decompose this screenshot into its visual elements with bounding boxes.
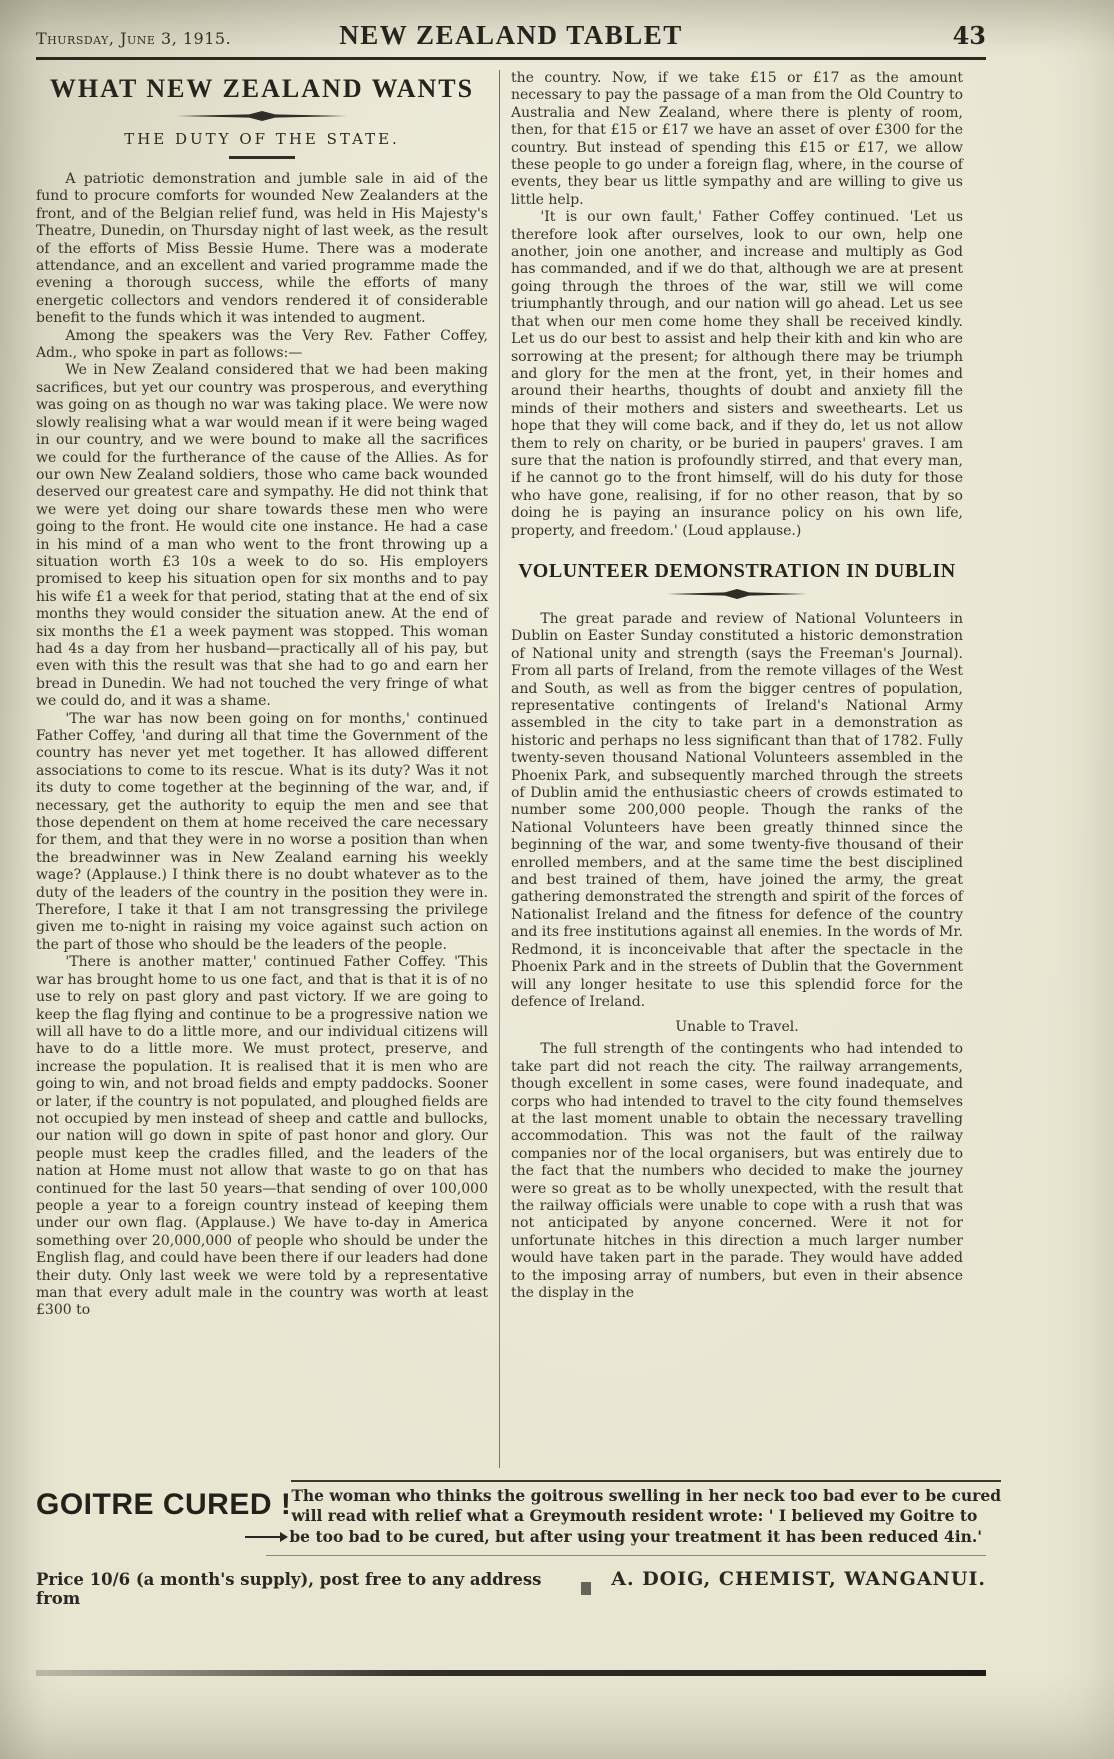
article2-heading bbox=[511, 560, 963, 599]
advert-line: be too bad to be cured, but after using your treatment it has been reduced 4in.' bbox=[289, 1526, 982, 1546]
left-column bbox=[36, 70, 488, 1468]
masthead-title: NEW ZEALAND TABLET bbox=[339, 20, 683, 50]
article1-paragraph: We in New Zealand considered that we had been making sacrifices, but yet our country was prosperous, and everything was going on as though no war was taking place. We were now slowly realising what a war would mean if it were being waged in our country, and we were bound to make all the sacrifices we could for the furtherance of the cause of the Allies. As for our own New Zealand soldiers, those who came back wounded deserved our greatest care and sympathy. He did not think that we were yet doing our share towards these men who were going to the front. He would cite one instance. He had a case in his mind of a man who went to the front throwing up a situation worth £3 10s a week to do so. His employers promised to keep his situation open for six months and to pay his wife £1 a week for that period, stating that at the end of six months they would consider the situation anew. At the end of six months the £1 a week payment was stopped. This woman had 4s a day from her husband—practically all of his pay, but even with this the result was that she had to go and earn her bread in Dunedin. We had not touched the very fringe of what we could do, and it was a shame. bbox=[36, 362, 488, 710]
advert-line: The woman who thinks the goitrous swelling in her neck too bad ever to be cured bbox=[291, 1486, 1002, 1505]
printer-mark bbox=[581, 1582, 591, 1595]
article2-title: VOLUNTEER DEMONSTRATION IN DUBLIN bbox=[518, 559, 956, 582]
article1-continuation-paragraph: 'It is our own fault,' Father Coffey continued. 'Let us therefore look after ourselves, look to our own, help one another, join one another, and increase and multiply as God has commanded, and if we do that, although we are at present going through the throes of the war, still we will come triumphantly through, and our nation will go ahead. Let us see that when our men come home they shall be received kindly. Let us do our best to assist and help their kith and kin who are sorrowing at the present; for although there may be triumph and glory for the men at the front, yet, in their homes and around their hearths, thoughts of doubt and anxiety fill the minds of their mothers and sisters and sweethearts. Let us hope that they will come back, and if they do, let us not allow them to rely on charity, or be buried in paupers' graves. I am sure that the nation is profoundly stirred, and that every man, if he cannot go to the front himself, will do his duty for those who have gone, realising, if for no other reason, that by so doing he is paying an insurance policy on his own life, property, and freedom.' (Loud applause.) bbox=[511, 209, 963, 539]
advert-copy bbox=[291, 1480, 1001, 1547]
advert-price: Price 10/6 (a month's supply), post free to any address from bbox=[36, 1570, 542, 1609]
page-columns bbox=[36, 70, 986, 1468]
issue-date: Thursday, June 3, 1915. bbox=[36, 29, 232, 48]
article2-crosshead: Unable to Travel. bbox=[675, 1019, 799, 1036]
advert-line: will read with relief what a Greymouth resident wrote: ' I believed my Goitre to bbox=[291, 1506, 978, 1526]
subtitle-rule bbox=[229, 156, 295, 159]
column-divider bbox=[499, 70, 500, 1468]
page-header bbox=[36, 20, 986, 60]
advert-divider-rule bbox=[266, 1555, 986, 1556]
article1-paragraph: 'There is another matter,' continued Father Coffey. 'This war has brought home to us one fact, and that is that it is of no use to rely on past glory and past victory. If we are going to keep the flag flying and continue to be a progressive nation we will all have to do a little more, and our individual citizens will have to do a little more. We must protect, preserve, and increase the population. It is realised that it is men who are going to win, and not broad fields and empty paddocks. Sooner or later, if the country is not populated, and ploughed fields are not occupied by men instead of sheep and cattle and bullocks, our nation will go down in spite of past honor and glory. Our people must keep the cradles filled, and the leaders of the nation at Home must not allow that waste to go on that has continued for the last 50 years—that sending of over 100,000 people a year to a foreign country instead of keeping them under our own flag. (Applause.) We have to-day in America something over 20,000,000 of people who should be under the English flag, and could have been there if our leaders had done their duty. Only last week we were told by a representative man that every adult male in the country was worth at least £300 to bbox=[36, 954, 488, 1319]
article1-paragraph: 'The war has now been going on for months,' continued Father Coffey, 'and during all that time the Government of the country has never yet met together. It has allowed different associations to come to its rescue. What is its duty? Was it not its duty to come together at the beginning of the war, and, if necessary, get the authority to equip the men and see that those dependent on them at home received the care necessary for them, and that they were in no worse a position than when the breadwinner was in New Zealand earning his weekly wage? (Applause.) I think there is no doubt whatever as to the duty of the leaders of the country in the position they were in. Therefore, I take it that I am not transgressing the privilege given me to-night in raising my voice against such action on the part of those who should be the leaders of the people. bbox=[36, 710, 488, 953]
advert-top bbox=[36, 1480, 1002, 1547]
advert-headline: GOITRE CURED ! bbox=[36, 1488, 292, 1521]
right-column bbox=[511, 70, 963, 1468]
advert-advertiser: A. DOIG, CHEMIST, WANGANUI. bbox=[611, 1568, 986, 1591]
article1-paragraph: A patriotic demonstration and jumble sale in aid of the fund to procure comforts for wounded New Zealanders at the front, and of the Belgian relief fund, was held in His Majesty's Theatre, Dunedin, on Thursday night of last week, as the result of the efforts of Miss Bessie Hume. There was a moderate attendance, and an excellent and varied programme made the evening a thorough success, while the efforts of many energetic collectors and vendors rendered it of considerable benefit to the funds which it was intended to augment. bbox=[36, 171, 488, 327]
article1-title: WHAT NEW ZEALAND WANTS bbox=[49, 74, 475, 103]
bottom-rule bbox=[36, 1670, 986, 1676]
title-ornament bbox=[177, 111, 347, 121]
title-ornament bbox=[667, 589, 807, 599]
article1-continuation-paragraph: the country. Now, if we take £15 or £17 as the amount necessary to pay the passage of a man from the Old Country to Australia and New Zealand, where there is plenty of room, then, for that £15 or £17 we have an asset of over £300 for the country. But instead of spending this £15 or £17, we allow these people to go under a foreign flag, where, in the course of events, they bear us little sympathy and are willing to give us little help. bbox=[511, 70, 963, 208]
advert bbox=[36, 1480, 1002, 1609]
advert-line-row bbox=[245, 1527, 1001, 1547]
article1-paragraph: Among the speakers was the Very Rev. Father Coffey, Adm., who spoke in part as follows:— bbox=[36, 327, 488, 362]
article2-paragraph: The great parade and review of National Volunteers in Dublin on Easter Sunday constituted a historic demonstration of National unity and strength (says the Freeman's Journal). From all parts of Ireland, from the remote villages of the West and South, as well as from the bigger centres of population, representative contingents of Ireland's National Army assembled in the city to take part in a demonstration as historic and perhaps no less significant than that of 1782. Fully twenty-seven thousand National Volunteers assembled in the Phoenix Park, and subsequently marched through the streets of Dublin amid the enthusiastic cheers of crowds estimated to number some 200,000 people. Though the ranks of the National Volunteers have been greatly thinned since the beginning of the war, and some twenty-five thousand of their enrolled members, and at the same time the best disciplined and best trained of them, have joined the army, the great gathering demonstrated the strength and spirit of the forces of Nationalist Ireland and the fitness for defence of the country and its free institutions against all enemies. In the words of Mr. Redmond, it is inconceivable that after the spectacle in the Phoenix Park and in the streets of Dublin that the Government will any longer hesitate to use this splendid force for the defence of Ireland. bbox=[511, 610, 963, 1010]
article1-subtitle: THE DUTY OF THE STATE. bbox=[124, 130, 400, 148]
article1-heading bbox=[36, 74, 488, 159]
page-number: 43 bbox=[952, 21, 986, 50]
article2-paragraph: The full strength of the contingents who had intended to take part did not reach the city. The railway arrangements, though excellent in some cases, were found inadequate, and corps who had intended to travel to the city found themselves at the last moment unable to obtain the necessary travelling accommodation. This was not the fault of the railway companies nor of the local organisers, but was entirely due to the fact that the numbers who decided to make the journey were so great as to be wholly unexpected, with the result that the railway officials were unable to cope with a rush that was not anticipated by anyone concerned. Were it not for unfortunate hitches in this direction a much larger number would have taken part in the parade. They would have added to the imposing array of numbers, but even in their absence the display in the bbox=[511, 1041, 963, 1301]
arrow-rule bbox=[245, 1536, 281, 1538]
advert-bottom bbox=[36, 1568, 986, 1608]
